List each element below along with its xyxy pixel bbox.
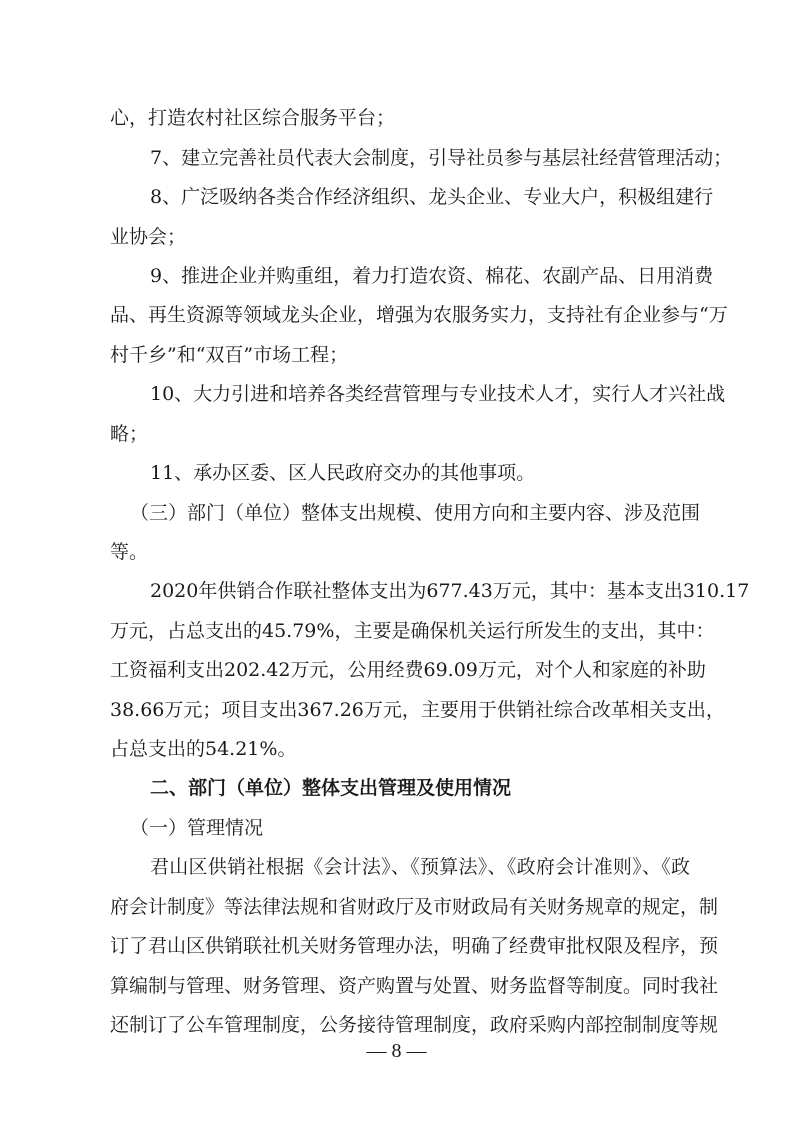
section-heading-2: 二、部门（单位）整体支出管理及使用情况 (150, 777, 512, 799)
paragraph-line: 算编制与管理、财务管理、资产购置与处置、财务监督等制度。同时我社 (110, 975, 719, 997)
paragraph-line: 38.66万元；项目支出367.26万元，主要用于供销社综合改革相关支出， (110, 699, 725, 721)
text-line: 略； (110, 423, 149, 445)
text-line: 品、再生资源等领域龙头企业，增强为农服务实力，支持社有企业参与“万 (110, 304, 728, 326)
list-item-9: 9、推进企业并购重组，着力打造农资、棉花、农副产品、日用消费 (150, 265, 714, 287)
list-item-8: 8、广泛吸纳各类合作经济组织、龙头企业、专业大户，积极组建行 (150, 186, 714, 208)
text-line: 村千乡”和“双百”市场工程； (110, 344, 349, 366)
page-number: — 8 — (366, 1040, 427, 1062)
paragraph-line: 还制订了公车管理制度，公务接待管理制度，政府采购内部控制制度等规 (110, 1014, 719, 1036)
list-item-10: 10、大力引进和培养各类经营管理与专业技术人才，实行人才兴社战 (150, 383, 726, 405)
text-line: 心，打造农村社区综合服务平台； (110, 107, 396, 129)
text-line: 业协会； (110, 226, 187, 248)
text-line: 等。 (110, 541, 149, 563)
paragraph-line: 工资福利支出202.42万元，公用经费69.09万元，对个人和家庭的补助 (110, 659, 706, 681)
paragraph-line: 府会计制度》等法律法规和省财政厅及市财政局有关财务规章的规定，制 (110, 896, 719, 918)
section-subheading-1: （一）管理情况 (130, 817, 264, 839)
paragraph-line: 占总支出的54.21%。 (110, 738, 297, 760)
list-item-7: 7、建立完善社员代表大会制度，引导社员参与基层社经营管理活动； (150, 147, 733, 169)
paragraph-line: 订了君山区供销联社机关财务管理办法，明确了经费审批权限及程序，预 (110, 935, 719, 957)
list-item-11: 11、承办区委、区人民政府交办的其他事项。 (150, 462, 536, 484)
paragraph-line: 万元，占总支出的45.79%，主要是确保机关运行所发生的支出，其中： (110, 620, 715, 642)
paragraph-line: 2020年供销合作联社整体支出为677.43万元，其中：基本支出310.17 (150, 580, 750, 602)
paragraph-line: 君山区供销社根据《会计法》、《预算法》、《政府会计准则》、《政 (150, 856, 690, 878)
section-subheading-3: （三）部门（单位）整体支出规模、使用方向和主要内容、涉及范围 (130, 502, 701, 524)
